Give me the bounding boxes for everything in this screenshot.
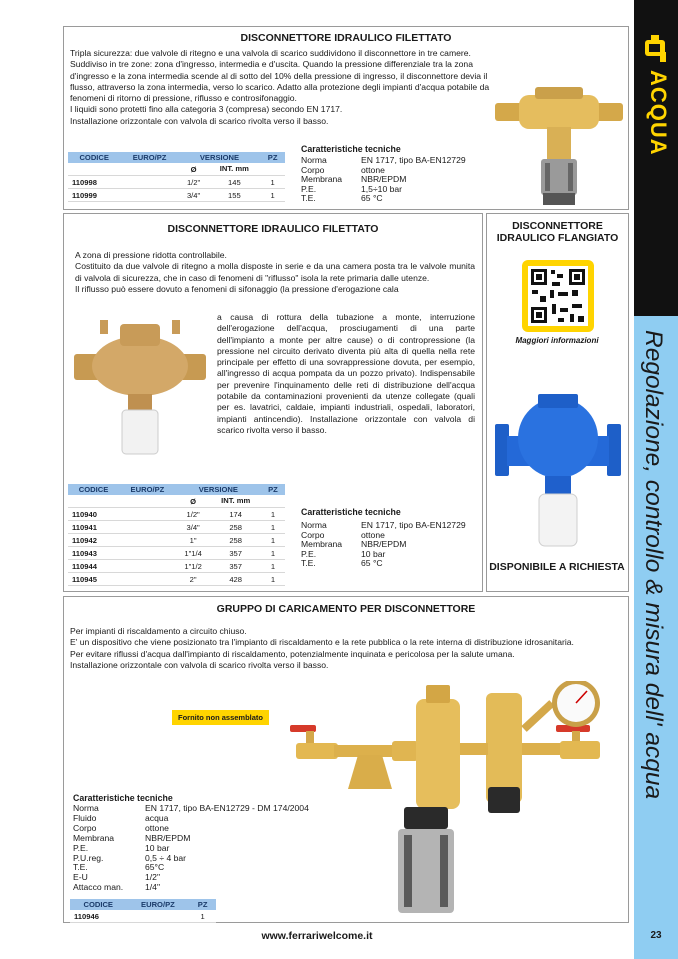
subheader-diameter: Ø — [179, 163, 209, 176]
spec-key: Attacco man. — [73, 882, 124, 893]
table-row — [68, 176, 285, 189]
code-cell: 110945 — [68, 573, 119, 586]
product-image-filling-group — [286, 681, 622, 919]
subheader-diameter: Ø — [176, 495, 211, 508]
product-code-table — [68, 152, 285, 202]
faucet-icon — [642, 34, 670, 64]
product-card-threaded-disconnector-2 — [63, 213, 483, 592]
website-link[interactable]: www.ferrariwelcome.it — [261, 930, 373, 942]
spec-key: P.E. — [301, 183, 317, 194]
product-description-wrapped: a causa di rottura della tubazione a monte, interruzione dell'erogazione dell'acqua, prosciugamenti di una parte dell'impianto a monte per altre cause) o di contropressione (la pressione nel circuito derivato diventa più alta di quella nella rete principale per effetto di una sovrappressione dovuta, per esempio, all'ingresso di acqua pompata da un pozzo privato). Indispensabile per prevenire l'inquinamento delle reti di distribuzione dell'acqua potabile da contaminazioni provenienti da utenze collegate (quali per es. lavatrici, caldaie, impianti industriali, ospedali, laboratori, impianti antincendio). Installazione orizzontale con valvola di scarico rivolta verso il basso. — [217, 312, 475, 435]
spec-key: Norma — [73, 803, 99, 813]
diameter-cell: 1"1/2 — [176, 560, 211, 573]
spec-key: T.E. — [301, 558, 316, 569]
diameter-cell: 3/4" — [176, 521, 211, 534]
pz-cell: 1 — [261, 547, 285, 560]
specs-title: Caratteristiche tecniche — [73, 793, 173, 803]
price-cell — [119, 547, 176, 560]
spec-value: 65 °C — [361, 558, 383, 569]
pz-cell: 1 — [261, 573, 285, 586]
spec-value: EN 1717, tipo BA-EN12729 — [361, 520, 466, 530]
pz-cell: 1 — [189, 910, 216, 923]
section-subtitle: Regolazione, controllo & misura dell' acqua — [640, 330, 667, 800]
spec-value: 10 bar — [361, 548, 386, 559]
sidebar-subtitle-panel — [634, 316, 678, 959]
description-line: E' un dispositivo che viene posizionato tra l'impianto di riscaldamento e la rete pubblica o la rete interna di distribuzione idrosanitaria. — [70, 637, 574, 648]
spec-key: P.E. — [73, 842, 89, 853]
spec-key: Corpo — [301, 164, 325, 175]
int-cell: 155 — [208, 189, 260, 202]
spec-key: Corpo — [301, 529, 325, 540]
sidebar-category-panel — [634, 0, 678, 316]
spec-key: Fluido — [73, 812, 97, 823]
table-row — [68, 573, 285, 586]
price-cell — [126, 910, 189, 923]
col-header-pz: PZ — [260, 152, 285, 163]
pz-cell: 1 — [261, 560, 285, 573]
table-row — [68, 189, 285, 202]
specs-list — [301, 521, 466, 569]
diameter-cell: 1/2" — [179, 176, 209, 189]
description-line: Tripla sicurezza: due valvole di ritegno e una valvola di scarico suddividono il disconnettore in tre camere. — [70, 48, 471, 58]
availability-note: DISPONIBILE A RICHIESTA — [489, 561, 625, 573]
pz-cell: 1 — [261, 508, 285, 521]
diameter-cell: 1"1/4 — [176, 547, 211, 560]
col-header-euro: EURO/PZ — [119, 484, 176, 495]
code-cell: 110998 — [68, 176, 120, 189]
spec-key: T.E. — [301, 193, 316, 204]
pz-cell: 1 — [260, 189, 285, 202]
pz-cell: 1 — [260, 176, 285, 189]
price-cell — [119, 534, 176, 547]
pz-cell: 1 — [261, 521, 285, 534]
table-row — [68, 521, 285, 534]
spec-key: Norma — [301, 520, 327, 530]
spec-value: acqua — [145, 812, 169, 823]
code-cell: 110944 — [68, 560, 119, 573]
int-cell: 258 — [210, 534, 260, 547]
price-cell — [119, 508, 176, 521]
product-card-flanged-disconnector — [486, 213, 629, 592]
code-cell: 110943 — [68, 547, 119, 560]
product-code-table — [70, 899, 216, 923]
product-description — [70, 626, 623, 671]
spec-key: E-U — [73, 872, 88, 883]
code-cell: 110940 — [68, 508, 119, 521]
pz-cell: 1 — [261, 534, 285, 547]
product-title: DISCONNETTORE IDRAULICO FILETTATO — [167, 223, 379, 235]
spec-value: ottone — [361, 164, 385, 175]
table-row — [68, 547, 285, 560]
price-cell — [119, 573, 176, 586]
int-cell: 174 — [210, 508, 260, 521]
product-card-filling-group — [63, 596, 629, 923]
diameter-cell: 2" — [176, 573, 211, 586]
price-cell — [119, 560, 176, 573]
int-cell: 145 — [208, 176, 260, 189]
spec-key: P.E. — [301, 548, 317, 559]
col-header-euro: EURO/PZ — [126, 899, 189, 910]
spec-value: 10 bar — [145, 842, 170, 853]
spec-key: Membrana — [301, 539, 343, 550]
spec-value: EN 1717, tipo BA-EN12729 - DM 174/2004 — [145, 803, 309, 813]
int-cell: 258 — [210, 521, 260, 534]
subheader-int: INT. mm — [208, 163, 260, 176]
product-card-threaded-disconnector-1 — [63, 26, 629, 210]
diameter-cell: 1" — [176, 534, 211, 547]
qr-code-icon[interactable] — [522, 260, 594, 332]
specs-title: Caratteristiche tecniche — [301, 144, 401, 154]
spec-value: 1/4" — [145, 882, 160, 893]
diameter-cell: 3/4" — [179, 189, 209, 202]
spec-value: 0,5 ÷ 4 bar — [145, 852, 187, 863]
price-cell — [119, 521, 176, 534]
col-header-pz: PZ — [261, 484, 285, 495]
table-row — [70, 910, 216, 923]
description-line: I liquidi sono protetti fino alla categoria 3 (compresa) secondo EN 1717. — [70, 104, 343, 115]
description-line: Costituito da due valvole di ritegno a molla disposte in serie e da una camera posta tra le valvole munita di valvola di sicurezza, che in caso di fenomeni di "riflusso" isola la rete primaria dalle utenze. — [75, 261, 475, 283]
int-cell: 428 — [210, 573, 260, 586]
spec-key: Corpo — [73, 822, 97, 833]
qr-caption[interactable]: Maggiori informazioni — [515, 336, 599, 345]
spec-key: P.U.reg. — [73, 852, 104, 863]
spec-value: NBR/EPDM — [361, 539, 407, 550]
description-line: Per impianti di riscaldamento a circuito chiuso. — [70, 626, 247, 636]
product-image-bronze-disconnector — [70, 310, 210, 460]
specs-list — [301, 156, 466, 204]
spec-value: EN 1717, tipo BA-EN12729 — [361, 155, 466, 165]
price-cell — [120, 176, 178, 189]
not-assembled-badge: Fornito non assemblato — [172, 710, 269, 725]
product-image-blue-flanged-disconnector — [495, 384, 621, 556]
col-header-code: CODICE — [70, 899, 126, 910]
section-label: ACQUA — [646, 70, 671, 156]
code-cell: 110941 — [68, 521, 119, 534]
code-cell: 110942 — [68, 534, 119, 547]
product-title: DISCONNETTORE IDRAULICO FLANGIATO — [496, 220, 619, 244]
int-cell: 357 — [210, 560, 260, 573]
description-line: Installazione orizzontale con valvola di scarico rivolta verso il basso. — [70, 115, 329, 126]
product-description — [75, 250, 475, 295]
spec-value: ottone — [145, 822, 169, 833]
specs-title: Caratteristiche tecniche — [301, 507, 401, 517]
spec-value: 65 °C — [361, 193, 383, 204]
specs-list — [73, 804, 309, 893]
price-cell — [120, 189, 178, 202]
col-header-code: CODICE — [68, 484, 119, 495]
code-cell: 110999 — [68, 189, 120, 202]
page-number: 23 — [650, 930, 662, 941]
col-header-pz: PZ — [189, 899, 216, 910]
spec-key: Norma — [301, 155, 327, 165]
spec-value: NBR/EPDM — [361, 174, 407, 185]
product-image-brass-disconnector — [489, 85, 629, 207]
col-header-euro: EURO/PZ — [120, 152, 178, 163]
spec-key: Membrana — [73, 832, 115, 843]
col-header-version: VERSIONE — [176, 484, 261, 495]
spec-value: ottone — [361, 529, 385, 540]
code-cell: 110946 — [70, 910, 126, 923]
product-code-table — [68, 484, 285, 586]
description-line: Il riflusso può essere dovuto a fenomeni di sifonaggio (la pressione d'erogazione cala — [75, 283, 399, 294]
product-title: DISCONNETTORE IDRAULICO FILETTATO — [240, 32, 452, 44]
int-cell: 357 — [210, 547, 260, 560]
subheader-int: INT. mm — [210, 495, 260, 508]
spec-value: 1,5÷10 bar — [361, 183, 403, 194]
table-row — [68, 534, 285, 547]
product-title: GRUPPO DI CARICAMENTO PER DISCONNETTORE — [216, 603, 476, 615]
spec-value: 65°C — [145, 862, 165, 873]
table-row — [68, 560, 285, 573]
col-header-version: VERSIONE — [179, 152, 261, 163]
spec-key: T.E. — [73, 862, 88, 873]
spec-value: NBR/EPDM — [145, 832, 191, 843]
spec-value: 1/2" — [145, 872, 160, 883]
table-row — [68, 508, 285, 521]
spec-key: Membrana — [301, 174, 343, 185]
diameter-cell: 1/2" — [176, 508, 211, 521]
description-line: A zona di pressione ridotta controllabile. — [75, 250, 227, 260]
col-header-code: CODICE — [68, 152, 120, 163]
description-line: Suddiviso in tre zone: zona d'ingresso, intermedia e d'uscita. Quando la pressione differenziale tra la zona d'ingresso e la zona intermedia scende al di sotto del 10% della pressione di ingresso, il disconnettore devia il flusso, attraverso la zona intermedia, verso lo scarico. Adatto alla protezione degli impianti d'acqua potabile da fenomeni di ritorno di pressione, riflusso e controsifonaggio. — [70, 59, 490, 104]
description-line: Installazione orizzontale con valvola di scarico rivolta verso il basso. — [70, 659, 329, 670]
description-line: Per evitare riflussi d'acqua dall'impianto di riscaldamento, potenzialmente inquinata e pericolosa per la salute umana. — [70, 648, 515, 659]
